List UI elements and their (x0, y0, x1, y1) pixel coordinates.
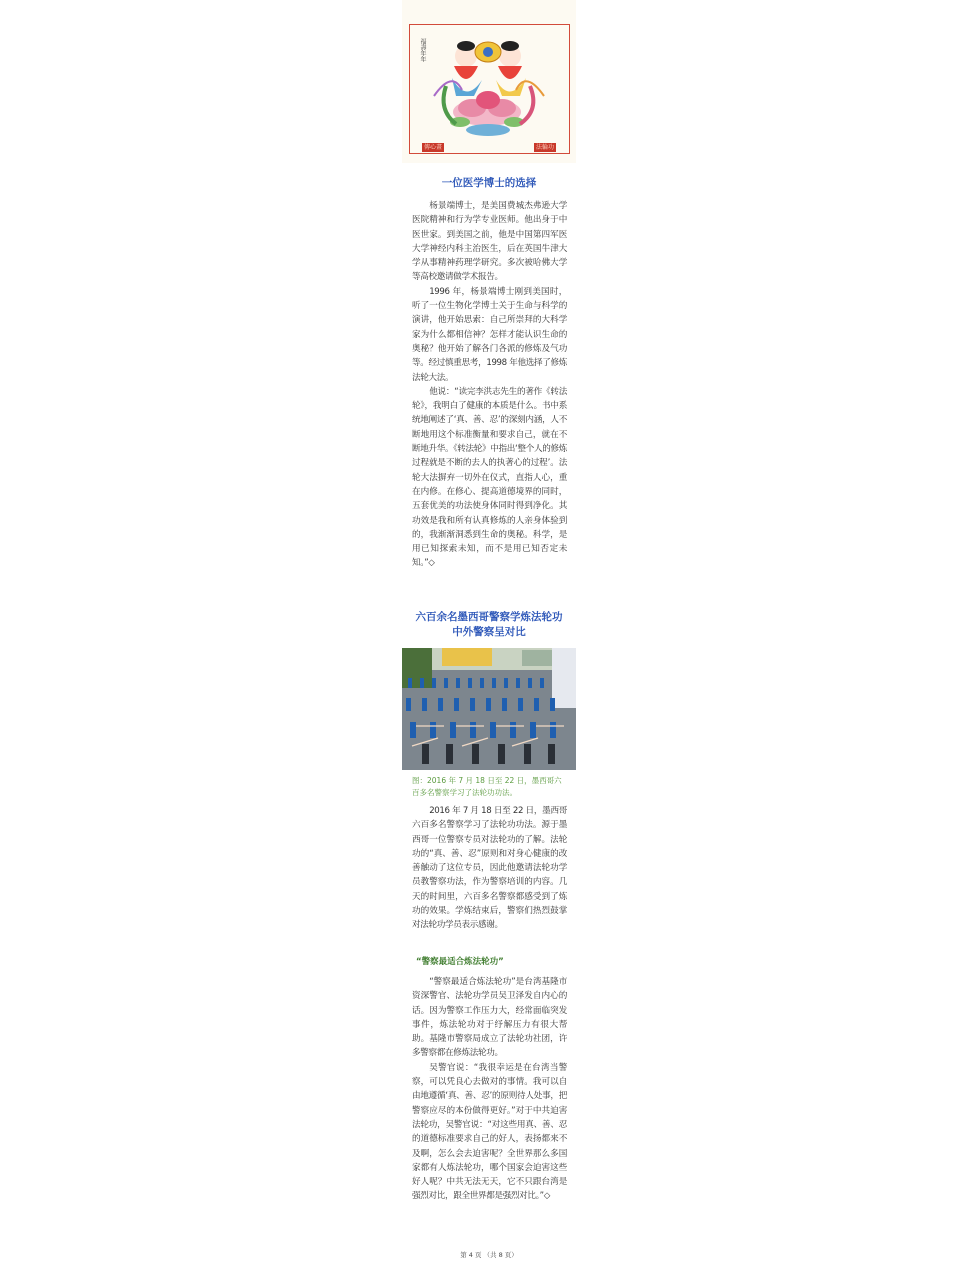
article-body (412, 975, 567, 1204)
article-title: 一位医学博士的选择 (441, 177, 537, 189)
paragraph: 杨景端博士，是美国费城杰弗逊大学医院精神和行为学专业医师。他出身于中医世家。到美国之前，他是中国第四军医大学神经内科主治医生，后在英国牛津大学从事精神药理学研究。多次被哈佛大学等高校邀请做学术报告。 (412, 201, 567, 283)
seal-right: 法輪功 (535, 144, 554, 151)
paragraph: 他说：“读完李洪志先生的著作《转法轮》，我明白了健康的本质是什么。书中系统地阐述了‘真、善、忍’的深刻内涵，人不断地用这个标准衡量和要求自己，就在不断地升华。《转法轮》中指出‘整个人的修炼过程就是不断的去人的执著心的过程’。法轮大法摒弃一切外在仪式，直指人心，重在内修。在修心、提高道德境界的同时，五套优美的功法使身体同时得到净化。其功效是我和所有认真修炼的人亲身体验到的，我渐渐洞悉到生命的奥秘。科学，是用已知探索未知，而不是用已知否定未知。”◇ (412, 386, 567, 569)
article-body (412, 804, 567, 933)
paragraph: 2016 年 7 月 18 日至 22 日，墨西哥六百多名警察学习了法轮功功法。源于墨西哥一位警察专员对法轮功的了解。法轮功的“真、善、忍”原则和对身心健康的改善触动了这位专员，因此他邀请法轮功学员教警察功法，作为警察培训的内容。几天的时间里，六百多名警察都感受到了炼功的效果。学炼结束后，警察们热烈鼓掌对法轮功学员表示感谢。 (412, 806, 567, 931)
children-illustration (402, 0, 576, 163)
photo-caption: 图：2016 年 7 月 18 日至 22 日，墨西哥六百多名警察学习了法轮功功法。 (412, 776, 562, 797)
article-title-line: 中外警察呈对比 (452, 626, 526, 638)
painting-inscription: 福壽年年 (419, 38, 426, 62)
article-title-line: 六百余名墨西哥警察学炼法轮功 (415, 611, 563, 623)
paragraph: 吴警官说：“我很幸运是在台湾当警察，可以凭良心去做对的事情。我可以自由地遵循‘真、善、忍’的原则待人处事，把警察应尽的本份做得更好。”对于中共迫害法轮功，吴警官说：“对这些用真、善、忍的道德标准要求自己的好人，表扬都来不及啊，怎么会去迫害呢？全世界那么多国家都有人炼法轮功，哪个国家会迫害这些好人呢？中共无法无天，它不只跟台湾是强烈对比，跟全世界都是强烈对比。”◇ (412, 1062, 567, 1202)
new-year-painting (402, 0, 576, 163)
seal-left: 傳心畫 (423, 144, 442, 151)
photo-illustration (402, 648, 576, 770)
document-column (402, 0, 576, 1265)
article-title (402, 610, 576, 640)
section-subhead: “警察最适合炼法轮功” (416, 957, 504, 967)
article-body (412, 199, 567, 571)
page-number: 第 4 页 （共 8 页） (460, 1251, 518, 1259)
police-practice-photo (402, 648, 576, 770)
paragraph: 1996 年，杨景端博士刚到美国时，听了一位生物化学博士关于生命与科学的演讲，他开始思索：自己所崇拜的大科学家为什么都相信神？怎样才能认识生命的奥秘？他开始了解各门各派的修炼及气功等。经过慎重思考，1998 年他选择了修炼法轮大法。 (412, 286, 567, 383)
paragraph: “警察最适合炼法轮功”是台湾基隆市资深警官、法轮功学员吴卫泽发自内心的话。因为警察工作压力大，经常面临突发事件，炼法轮功对于纾解压力有很大帮助。基隆市警察局成立了法轮功社团，许多警察都在修炼法轮功。 (412, 977, 567, 1059)
